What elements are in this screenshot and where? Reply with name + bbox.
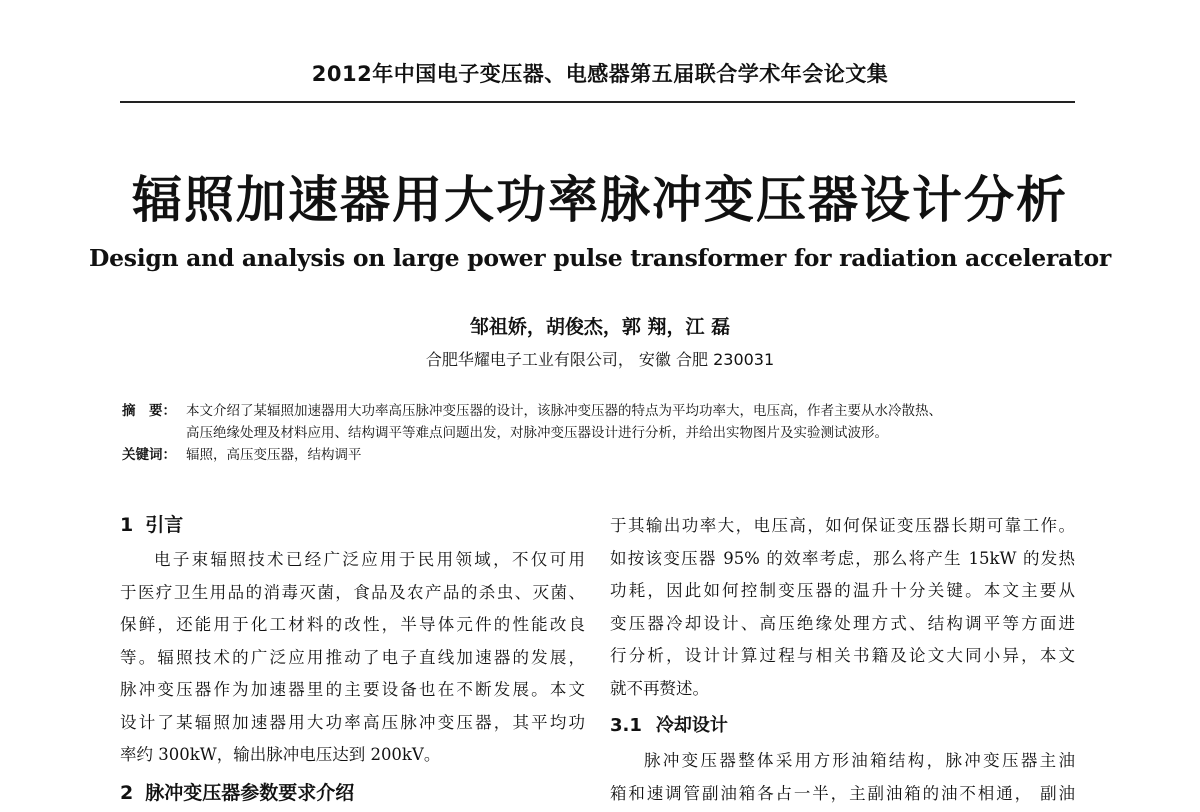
- abstract-block: [122, 400, 1082, 466]
- abstract-second-line: [122, 422, 1082, 444]
- paragraph-line: 于医疗卫生用品的消毒灭菌，食品及农产品的杀虫、灭菌、: [120, 582, 585, 602]
- abstract-text-line-2: 高压绝缘处理及材料应用、结构调平等难点问题出发，对脉冲变压器设计进行分析，并给出实物图片及实验测试波形。: [186, 425, 888, 441]
- abstract-label: 摘 要：: [122, 403, 176, 419]
- section-heading-1: [120, 510, 585, 540]
- paragraph-line: 箱和速调管副油箱各占一半，主副油箱的油不相通， 副油: [610, 783, 1075, 803]
- paragraph-line: 如按该变压器 95% 的效率考虑，那么将产生 15kW 的发热: [610, 548, 1075, 568]
- section-heading-2: [120, 778, 585, 808]
- subsection-heading-3-1: [610, 711, 1075, 741]
- paragraph-line: 于其输出功率大，电压高，如何保证变压器长期可靠工作。: [610, 516, 1075, 535]
- paragraph-line: 脉冲变压器整体采用方形油箱结构，脉冲变压器主油: [644, 751, 1075, 770]
- paper-title-english: Design and analysis on large power pulse transformer for radiation accelerator: [89, 244, 1111, 272]
- section-title: 引言: [145, 514, 184, 536]
- paragraph-line: 就不再赘述。: [610, 678, 709, 698]
- abstract-first-line: [122, 400, 1082, 422]
- header-rule: [120, 101, 1075, 103]
- running-header: 2012年中国电子变压器、电感器第五届联合学术年会论文集: [311, 62, 889, 86]
- paragraph-line: 设计了某辐照加速器用大功率高压脉冲变压器，其平均功: [120, 712, 585, 732]
- paragraph-line: 等。辐照技术的广泛应用推动了电子直线加速器的发展，: [120, 647, 585, 667]
- keywords-label: 关键词：: [122, 447, 176, 463]
- section-number: 2: [120, 781, 134, 804]
- paragraph-line: 变压器冷却设计、高压绝缘处理方式、结构调平等方面进: [610, 613, 1075, 633]
- abstract-text-line-1: 本文介绍了某辐照加速器用大功率高压脉冲变压器的设计，该脉冲变压器的特点为平均功率大，电压高，作者主要从水冷散热、: [186, 403, 942, 419]
- section-title: 脉冲变压器参数要求介绍: [145, 781, 355, 804]
- paragraph-line: 电子束辐照技术已经广泛应用于民用领域，不仅可用: [154, 550, 585, 569]
- author-list: 邹祖娇，胡俊杰，郭 翔，江 磊: [469, 316, 731, 338]
- paragraph-line: 率约 300kW，输出脉冲电压达到 200kV。: [120, 745, 441, 764]
- author-affiliation: 合肥华耀电子工业有限公司， 安徽 合肥 230031: [425, 350, 775, 369]
- subsection-title: 冷却设计: [655, 715, 728, 736]
- paper-title-chinese: 辐照加速器用大功率脉冲变压器设计分析: [132, 171, 1068, 229]
- paragraph-line: 行分析，设计计算过程与相关书籍及论文大同小异，本文: [610, 646, 1075, 665]
- keywords-line: [122, 444, 1082, 466]
- paragraph-line: 功耗，因此如何控制变压器的温升十分关键。本文主要从: [610, 581, 1075, 600]
- paragraph-line: 脉冲变压器作为加速器里的主要设备也在不断发展。本文: [120, 680, 585, 699]
- right-column: [610, 510, 1075, 810]
- subsection-number: 3.1: [610, 715, 642, 736]
- paragraph-line: 保鲜，还能用于化工材料的改性，半导体元件的性能改良: [120, 615, 585, 634]
- left-column: [120, 510, 585, 812]
- keywords-text: 辐照，高压变压器，结构调平: [186, 447, 362, 463]
- section-number: 1: [120, 514, 134, 536]
